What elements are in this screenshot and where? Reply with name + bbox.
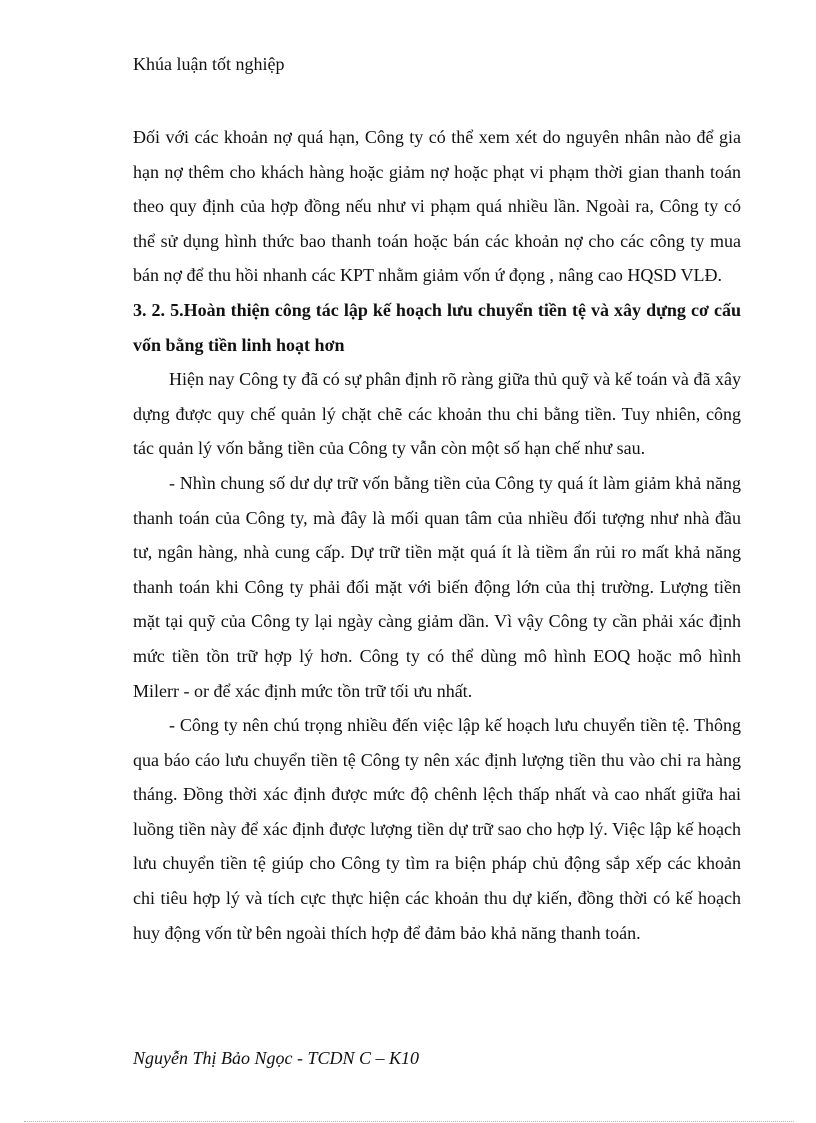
footer-dotted-rule <box>24 1121 794 1122</box>
paragraph-overdue-debts: Đối với các khoản nợ quá hạn, Công ty có thể xem xét do nguyên nhân nào để gia hạn nợ thêm cho khách hàng hoặc giảm nợ hoặc phạt vi phạm thời gian thanh toán theo quy định của hợp đồng nếu như vi phạm quá nhiều lần. Ngoài ra, Công ty có thể sử dụng hình thức bao thanh toán hoặc bán các khoản nợ cho các công ty mua bán nợ để thu hồi nhanh các KPT nhằm giảm vốn ứ đọng , nâng cao HQSD VLĐ. <box>133 127 741 286</box>
page-footer: Nguyễn Thị Bảo Ngọc - TCDN C – K10 <box>133 1048 420 1068</box>
section-heading: 3. 2. 5.Hoàn thiện công tác lập kế hoạch lưu chuyển tiền tệ và xây dựng cơ cấu vốn bằng tiền linh hoạt hơn <box>133 299 741 355</box>
document-body <box>133 120 741 950</box>
paragraph-cash-reserve: - Nhìn chung số dư dự trữ vốn bằng tiền của Công ty quá ít làm giảm khả năng thanh toán của Công ty, mà đây là mối quan tâm của nhiều đối tượng như nhà đầu tư, ngân hàng, nhà cung cấp. Dự trữ tiền mặt quá ít là tiềm ẩn rủi ro mất khả năng thanh toán khi Công ty phải đối mặt với biến động lớn của thị trường. Lượng tiền mặt tại quỹ của Công ty lại ngày càng giảm dần. Vì vậy Công ty cần phải xác định mức tiền tồn trữ hợp lý hơn. Công ty có thể dùng mô hình EOQ hoặc mô hình Milerr - or để xác định mức tồn trữ tối ưu nhất. <box>133 472 741 701</box>
paragraph-cash-flow-planning: - Công ty nên chú trọng nhiều đến việc lập kế hoạch lưu chuyển tiền tệ. Thông qua báo cáo lưu chuyển tiền tệ Công ty nên xác định lượng tiền thu vào chi ra hàng tháng. Đồng thời xác định được mức độ chênh lệch thấp nhất và cao nhất giữa hai luồng tiền này để xác định được lượng tiền dự trữ sao cho hợp lý. Việc lập kế hoạch lưu chuyển tiền tệ giúp cho Công ty tìm ra biện pháp chủ động sắp xếp các khoản chi tiêu hợp lý và tích cực thực hiện các khoản thu dự kiến, đồng thời có kế hoạch huy động vốn từ bên ngoài thích hợp để đảm bảo khả năng thanh toán. <box>133 715 741 943</box>
page-header: Khúa luận tốt nghiệp <box>133 54 285 74</box>
paragraph-current-situation: Hiện nay Công ty đã có sự phân định rõ ràng giữa thủ quỹ và kế toán và đã xây dựng được quy chế quản lý chặt chẽ các khoản thu chi bằng tiền. Tuy nhiên, công tác quản lý vốn bằng tiền của Công ty vẫn còn một số hạn chế như sau. <box>133 369 741 459</box>
